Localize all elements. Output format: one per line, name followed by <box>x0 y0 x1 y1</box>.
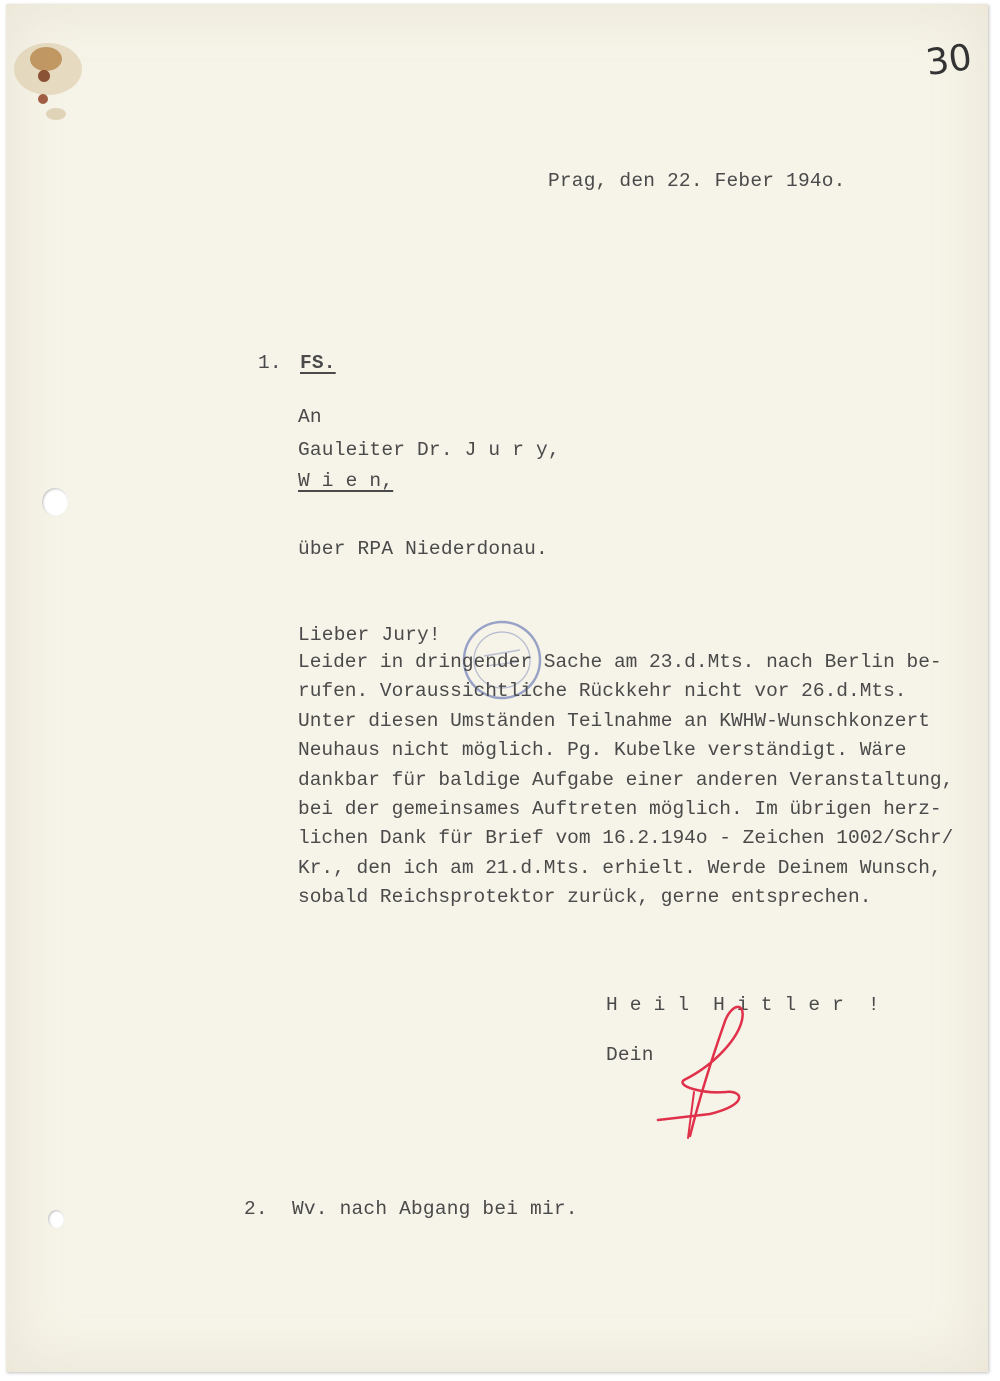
address-via: über RPA Niederdonau. <box>298 538 548 560</box>
body-line: Unter diesen Umständen Teilnahme an KWHW-Wunschkonzert <box>298 709 930 732</box>
address-recipient: Gauleiter Dr. J u r y, <box>298 439 560 461</box>
letter-body <box>298 648 953 913</box>
rust-stain-icon <box>6 24 96 134</box>
item2-text: Wv. nach Abgang bei mir. <box>292 1198 578 1220</box>
item1-label: FS. <box>300 352 336 374</box>
body-line: Leider in dringender Sache am 23.d.Mts. nach Berlin be- <box>298 651 942 673</box>
date-line: Prag, den 22. Feber 194o. <box>548 170 846 192</box>
address-to: An <box>298 406 322 428</box>
punch-hole-bottom <box>48 1210 64 1228</box>
item1-number: 1. <box>258 352 282 374</box>
address-city: W i e n, <box>298 470 394 492</box>
body-line: dankbar für baldige Aufgabe einer anderen Veranstaltung, <box>298 768 954 791</box>
body-line: bei der gemeinsames Auftreten möglich. Im übrigen herz- <box>298 798 942 821</box>
punch-hole-top <box>42 488 68 516</box>
salutation: Lieber Jury! <box>298 624 441 646</box>
letter-sheet <box>6 4 988 1372</box>
red-pencil-signature-icon <box>646 994 766 1154</box>
body-line: Kr., den ich am 21.d.Mts. erhielt. Werde Deinem Wunsch, <box>298 856 942 879</box>
body-line: Neuhaus nicht möglich. Pg. Kubelke verständigt. Wäre <box>298 739 907 762</box>
body-line: rufen. Voraussichtliche Rückkehr nicht vor 26.d.Mts. <box>298 680 907 703</box>
sign-off: Dein <box>606 1044 654 1066</box>
item2-number: 2. <box>244 1198 268 1220</box>
body-line: sobald Reichsprotektor zurück, gerne entsprechen. <box>298 886 872 909</box>
page-number: 30 <box>923 37 975 84</box>
body-line: lichen Dank für Brief vom 16.2.194o - Zeichen 1002/Schr/ <box>298 827 954 850</box>
closing: H e i l H i t l e r ! <box>606 994 880 1016</box>
